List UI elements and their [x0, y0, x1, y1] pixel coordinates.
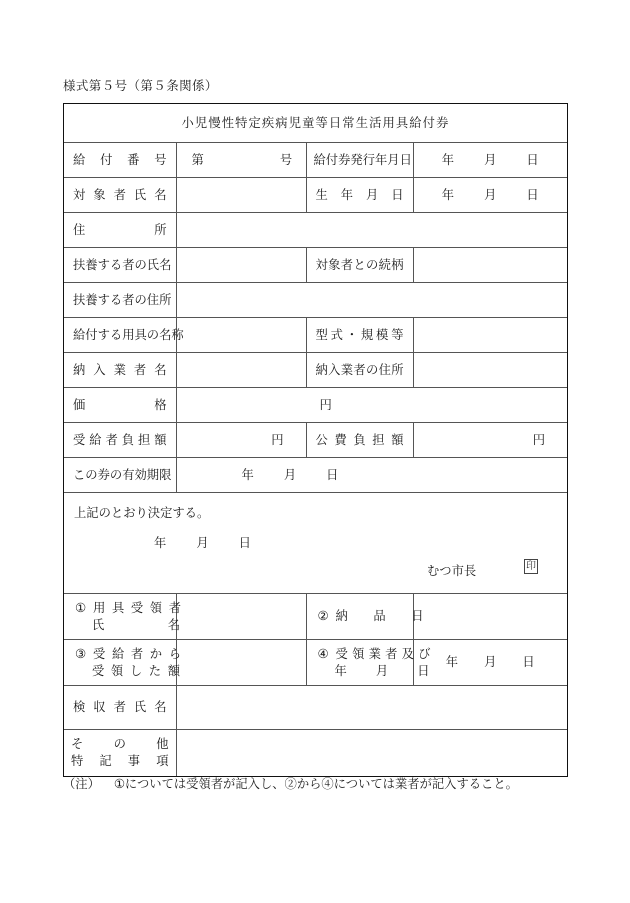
field-birth-date[interactable]	[413, 178, 567, 213]
field-model-spec[interactable]	[413, 318, 567, 353]
table-row-burden	[64, 423, 567, 458]
decision-date[interactable]	[154, 535, 251, 552]
field-recipient-burden[interactable]	[176, 423, 306, 458]
label-other-notes	[64, 730, 176, 776]
date-month-token: 月	[484, 152, 497, 167]
item4-mark: ④	[317, 646, 329, 661]
field-item3-amount-received[interactable]	[176, 640, 306, 686]
footer-note-text: ①については受領者が記入し、②から④については業者が記入すること。	[113, 777, 518, 791]
item1-label-line1: 用具受領者	[93, 600, 182, 615]
date-year-token: 年	[445, 655, 459, 670]
date-month-token: 月	[196, 536, 209, 550]
label-item1-receiver-name	[64, 594, 182, 640]
date-month-token: 月	[283, 467, 297, 482]
table-row-validity	[64, 458, 567, 493]
item4-label-line2: 年 月 日	[334, 663, 430, 678]
field-item1-receiver-name[interactable]	[176, 594, 306, 640]
label-benefit-number: 給付番号	[64, 143, 176, 178]
table-row-item3-item4	[64, 640, 567, 686]
table-row-supplier-name	[64, 353, 567, 388]
label-supplier-name: 納入業者名	[64, 353, 176, 388]
field-address[interactable]	[176, 213, 567, 248]
label-validity: この券の有効期限	[64, 458, 176, 493]
benefit-number-suffix: 号	[279, 152, 293, 167]
date-day-token: 日	[238, 536, 251, 550]
label-price: 価格	[64, 388, 176, 423]
item3-label-line2: 受領した額	[92, 663, 180, 678]
table-row-decision	[64, 493, 567, 594]
label-birth-date: 生年月日	[306, 178, 413, 213]
date-day-token: 日	[522, 655, 535, 670]
voucher-frame	[63, 103, 568, 777]
field-supporter-address[interactable]	[176, 283, 567, 318]
field-subject-name[interactable]	[176, 178, 306, 213]
item1-mark: ①	[75, 600, 87, 615]
date-year-token: 年	[154, 536, 167, 550]
field-validity[interactable]	[176, 458, 567, 493]
field-equipment-name[interactable]	[176, 318, 306, 353]
date-year-token: 年	[441, 187, 455, 202]
label-supplier-address: 納入業者の住所	[306, 353, 413, 388]
label-public-burden: 公費負担額	[306, 423, 413, 458]
table-row-title	[64, 104, 567, 143]
date-month-token: 月	[484, 655, 497, 670]
date-month-token: 月	[484, 187, 497, 202]
label-supporter-name: 扶養する者の氏名	[64, 248, 176, 283]
field-other-notes[interactable]	[176, 730, 567, 776]
field-supporter-name[interactable]	[176, 248, 306, 283]
table-row-subject-name	[64, 178, 567, 213]
voucher-title: 小児慢性特定疾病児童等日常生活用具給付券	[64, 104, 567, 143]
label-inspector-name: 検収者氏名	[64, 686, 176, 730]
table-row-supporter-address	[64, 283, 567, 318]
seal-stamp-icon: 印	[526, 561, 536, 572]
date-day-token: 日	[526, 187, 539, 202]
label-item2-delivery-date	[306, 594, 424, 640]
label-item4-receiving-supplier	[306, 640, 431, 686]
table-row-item1-item2	[64, 594, 567, 640]
field-relationship[interactable]	[413, 248, 567, 283]
item3-mark: ③	[75, 646, 87, 661]
table-row-other-notes	[64, 730, 567, 776]
benefit-number-prefix: 第	[191, 152, 204, 167]
label-issue-date: 給付券発行年月日	[306, 143, 413, 178]
decision-block	[64, 493, 567, 594]
date-year-token: 年	[241, 467, 254, 482]
date-day-token: 日	[326, 467, 339, 482]
item2-label: 納品日	[335, 609, 424, 624]
field-supplier-name[interactable]	[176, 353, 306, 388]
item2-mark: ②	[317, 609, 329, 624]
field-supplier-address[interactable]	[413, 353, 567, 388]
field-item4-date[interactable]	[413, 640, 567, 686]
label-equipment-name: 給付する用具の名称	[64, 318, 176, 353]
table-row-supporter-name	[64, 248, 567, 283]
date-day-token: 日	[526, 152, 539, 167]
field-benefit-number[interactable]	[176, 143, 306, 178]
label-supporter-address: 扶養する者の住所	[64, 283, 176, 318]
recipient-burden-unit-yen: 円	[271, 432, 284, 447]
table-row-inspector	[64, 686, 567, 730]
label-item3-amount-received	[64, 640, 182, 686]
mayor-title: むつ市長	[427, 564, 477, 578]
item1-label-line2: 氏名	[92, 617, 180, 632]
label-address: 住所	[64, 213, 176, 248]
table-row-equipment-name	[64, 318, 567, 353]
label-subject-name: 対象者氏名	[64, 178, 176, 213]
other-label-line1: その他	[71, 737, 169, 752]
field-item2-delivery-date[interactable]	[413, 594, 567, 640]
date-year-token: 年	[441, 152, 455, 167]
field-price[interactable]	[176, 388, 567, 423]
voucher-table	[64, 104, 567, 776]
form-number-label: 様式第５号（第５条関係）	[63, 79, 218, 93]
table-row-price	[64, 388, 567, 423]
field-issue-date[interactable]	[413, 143, 567, 178]
table-row-address	[64, 213, 567, 248]
field-inspector-name[interactable]	[176, 686, 567, 730]
public-burden-unit-yen: 円	[532, 432, 546, 447]
label-recipient-burden: 受給者負担額	[64, 423, 176, 458]
other-label-line2: 特記事項	[71, 753, 169, 768]
item3-label-line1: 受給者から	[93, 646, 182, 661]
footer-note	[63, 774, 518, 792]
item4-label-line1: 受領業者及び	[335, 646, 431, 661]
price-unit-yen: 円	[319, 397, 332, 412]
footer-note-mark: （注）	[63, 777, 100, 791]
table-row-benefit-number	[64, 143, 567, 178]
label-model-spec: 型式・規模等	[306, 318, 413, 353]
label-relationship: 対象者との続柄	[306, 248, 413, 283]
field-public-burden[interactable]	[413, 423, 567, 458]
decision-statement: 上記のとおり決定する。	[74, 506, 210, 520]
